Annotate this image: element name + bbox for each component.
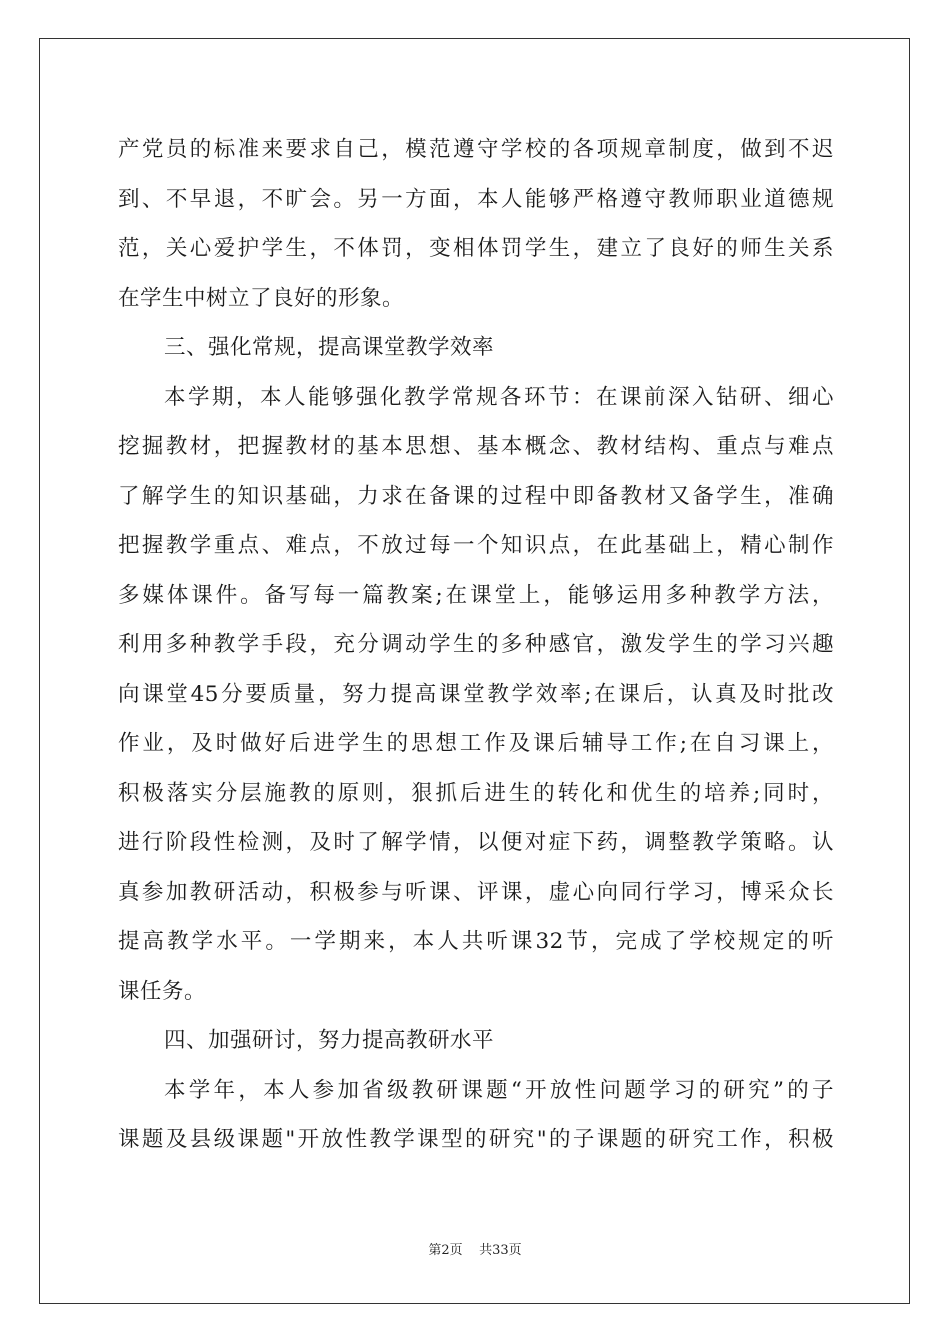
section-heading: 三、强化常规，提高课堂教学效率 (164, 335, 495, 360)
total-pages: 共33页 (479, 1243, 522, 1258)
text-line: 范，关心爱护学生，不体罚，变相体罚学生，建立了良好的师生关系 (118, 236, 834, 261)
text-line: 在学生中树立了良好的形象。 (118, 285, 405, 311)
text-line: 多媒体课件。备写每一篇教案;在课堂上，能够运用多种教学方法， (118, 582, 834, 608)
text-line: 课任务。 (118, 978, 207, 1004)
text-line: 本学年，本人参加省级教研课题“开放性问题学习的研究”的子 (164, 1077, 834, 1103)
text-line: 了解学生的知识基础，力求在备课的过程中即备教材又备学生，准确 (118, 483, 834, 509)
text-line: 把握教学重点、难点，不放过每一个知识点，在此基础上，精心制作 (118, 533, 834, 558)
text-line: 利用多种教学手段，充分调动学生的多种感官，激发学生的学习兴趣 (118, 632, 834, 657)
text-line: 到、不早退，不旷会。另一方面，本人能够严格遵守教师职业道德规 (118, 186, 834, 212)
text-line: 作业，及时做好后进学生的思想工作及课后辅导工作;在自习课上， (118, 731, 834, 756)
text-line: 产党员的标准来要求自己，模范遵守学校的各项规章制度，做到不迟 (118, 137, 834, 162)
text-line: 向课堂45分要质量，努力提高课堂教学效率;在课后，认真及时批改 (118, 681, 834, 707)
section-heading: 四、加强研讨，努力提高教研水平 (164, 1028, 495, 1053)
text-line: 进行阶段性检测，及时了解学情，以便对症下药，调整教学策略。认 (118, 830, 834, 855)
text-line: 真参加教研活动，积极参与听课、评课，虚心向同行学习，博采众长 (118, 879, 834, 905)
text-line: 挖掘教材，把握教材的基本思想、基本概念、教材结构、重点与难点 (118, 434, 834, 459)
page-footer (0, 1239, 950, 1258)
document-body (118, 125, 834, 1165)
text-line: 提高教学水平。一学期来，本人共听课32节，完成了学校规定的听 (118, 929, 834, 954)
text-line: 积极落实分层施教的原则，狠抓后进生的转化和优生的培养;同时， (118, 780, 834, 806)
text-line: 本学期，本人能够强化教学常规各环节：在课前深入钻研、细心 (164, 384, 834, 410)
text-line: 课题及县级课题"开放性教学课型的研究"的子课题的研究工作，积极 (118, 1127, 834, 1152)
page-number: 第2页 (428, 1243, 463, 1258)
